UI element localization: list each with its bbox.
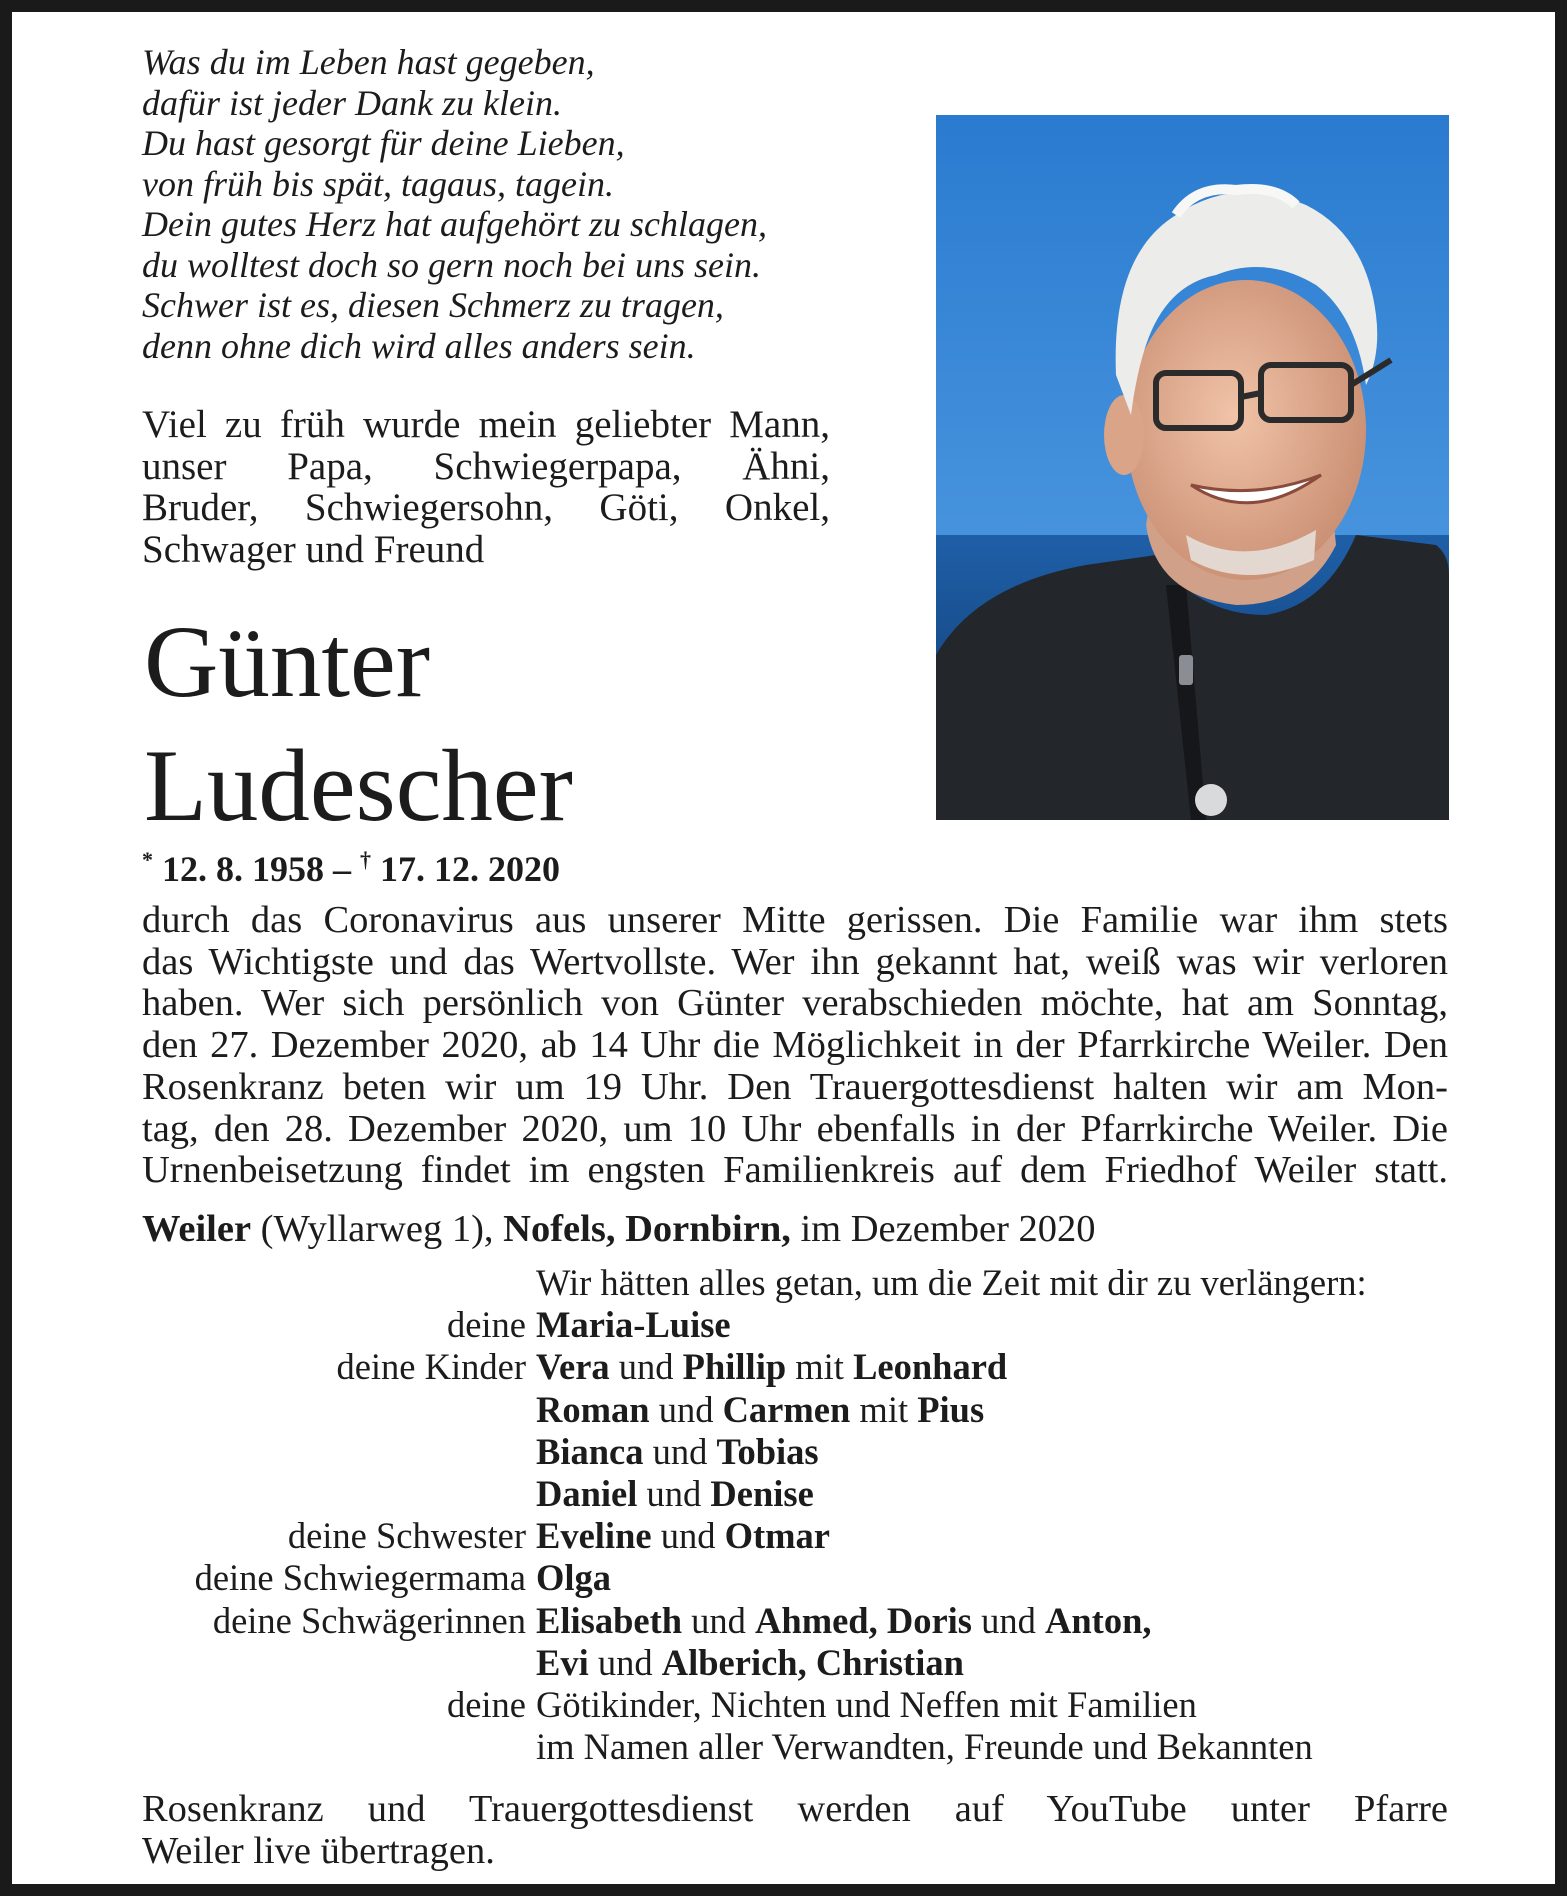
poem-line: denn ohne dich wird alles anders sein. bbox=[142, 325, 696, 366]
birth-date: 12. 8. 1958 bbox=[162, 849, 324, 889]
mourner-name: Vera bbox=[536, 1346, 610, 1388]
mourner-connector: und bbox=[637, 1473, 711, 1515]
portrait-photo bbox=[936, 115, 1449, 820]
mourner-name: Carmen bbox=[722, 1388, 851, 1430]
mourner-name: Phillip bbox=[682, 1346, 787, 1388]
mourner-row bbox=[142, 1473, 1472, 1515]
mourner-row bbox=[142, 1726, 1472, 1768]
mourner-relation bbox=[142, 1473, 536, 1515]
mourner-name: Eveline bbox=[536, 1515, 652, 1557]
birth-symbol: * bbox=[142, 847, 153, 872]
mourner-name: Olga bbox=[536, 1557, 612, 1599]
mourner-row bbox=[142, 1304, 1472, 1346]
mourner-name: Elisabeth bbox=[536, 1599, 683, 1641]
mourner-names bbox=[536, 1600, 1472, 1642]
mourner-relation bbox=[142, 1431, 536, 1473]
mourners-list bbox=[142, 1262, 1472, 1768]
poem-line: Schwer ist es, diesen Schmerz zu tragen, bbox=[142, 285, 724, 325]
place-and-date bbox=[142, 1208, 1096, 1250]
life-dates bbox=[142, 838, 560, 891]
mourner-row bbox=[142, 1600, 1472, 1642]
intro-line: unser Papa, Schwiegerpapa, Ähni, bbox=[142, 444, 830, 488]
mourner-relation: deine Kinder bbox=[336, 1346, 526, 1388]
mourners-intro-row bbox=[142, 1262, 1472, 1304]
mourner-connector: mit bbox=[850, 1388, 918, 1430]
place-address: (Wyllarweg 1), bbox=[251, 1208, 504, 1250]
mourner-row bbox=[142, 1557, 1472, 1599]
mourner-names bbox=[536, 1515, 1472, 1557]
footer-line: Rosenkranz und Trauergottesdienst werden auf YouTube unter Pfarre bbox=[142, 1788, 1448, 1830]
body-line: haben. Wer sich persönlich von Günter verabschieden möchte, hat am Sonntag, bbox=[142, 982, 1448, 1025]
mourner-connector: mit bbox=[786, 1346, 854, 1388]
first-name: Günter bbox=[144, 605, 431, 719]
mourner-row bbox=[142, 1642, 1472, 1684]
mourner-relation bbox=[142, 1726, 536, 1768]
mourner-row bbox=[142, 1431, 1472, 1473]
poem bbox=[142, 42, 902, 366]
death-date: 17. 12. 2020 bbox=[380, 849, 560, 889]
intro-line: Bruder, Schwiegersohn, Göti, Onkel, bbox=[142, 486, 830, 529]
mourner-names bbox=[536, 1431, 1472, 1473]
body-line: durch das Coronavirus aus unserer Mitte gerissen. Die Familie war ihm stets bbox=[142, 899, 1448, 941]
body-line: Urnenbeisetzung findet im engsten Familienkreis auf dem Friedhof Weiler statt. bbox=[142, 1149, 1448, 1192]
mourner-name: Denise bbox=[710, 1473, 814, 1515]
mourner-names bbox=[536, 1473, 1472, 1515]
mourner-row bbox=[142, 1346, 1472, 1388]
mourner-name: Ahmed, Doris bbox=[755, 1599, 973, 1641]
place-date: im Dezember 2020 bbox=[790, 1208, 1096, 1250]
mourner-names bbox=[536, 1557, 1472, 1599]
mourner-name: Otmar bbox=[724, 1515, 830, 1557]
mourner-name: Tobias bbox=[716, 1430, 819, 1472]
last-name: Ludescher bbox=[144, 729, 573, 843]
mourner-names bbox=[536, 1684, 1472, 1726]
mourner-connector: und bbox=[643, 1430, 717, 1472]
mourner-relation: deine bbox=[446, 1684, 526, 1726]
body-line: tag, den 28. Dezember 2020, um 10 Uhr ebenfalls in der Pfarrkirche Weiler. Die bbox=[142, 1107, 1448, 1150]
mourner-names bbox=[536, 1304, 1472, 1346]
mourner-relation: deine Schwiegermama bbox=[194, 1557, 526, 1599]
mourner-name: Bianca bbox=[536, 1430, 644, 1472]
mourner-relation: deine Schwester bbox=[287, 1515, 526, 1557]
body-text bbox=[142, 900, 1448, 1192]
mourner-names bbox=[536, 1642, 1472, 1684]
date-separator: – bbox=[333, 849, 351, 889]
mourner-connector: und bbox=[682, 1599, 756, 1641]
intro-line: Viel zu früh wurde mein geliebter Mann, bbox=[142, 403, 830, 446]
mourner-name: Roman bbox=[536, 1388, 650, 1430]
mourner-name: Maria-Luise bbox=[536, 1304, 731, 1346]
deceased-name bbox=[144, 600, 573, 848]
place-town: Weiler bbox=[142, 1208, 252, 1250]
mourner-row bbox=[142, 1684, 1472, 1726]
mourner-rows bbox=[142, 1304, 1472, 1768]
mourner-name: Alberich, Christian bbox=[661, 1641, 964, 1683]
mourner-name: Daniel bbox=[536, 1473, 638, 1515]
footer-line: Weiler live übertragen. bbox=[142, 1830, 495, 1872]
mourner-names bbox=[536, 1726, 1472, 1768]
poem-line: Was du im Leben hast gegeben, bbox=[142, 42, 595, 82]
mourner-name: Anton, bbox=[1045, 1599, 1152, 1641]
mourner-connector: Götikinder, Nichten und Neffen mit Familien bbox=[536, 1684, 1197, 1726]
mourner-names bbox=[536, 1346, 1472, 1388]
mourner-connector: und bbox=[651, 1515, 725, 1557]
mourner-relation bbox=[142, 1642, 536, 1684]
body-line: Rosenkranz beten wir um 19 Uhr. Den Trauergottesdienst halten wir am Mon- bbox=[142, 1065, 1448, 1108]
place-towns: Nofels, Dornbirn, bbox=[503, 1208, 791, 1250]
mourner-connector: und bbox=[588, 1641, 662, 1683]
poem-line: Du hast gesorgt für deine Lieben, bbox=[142, 123, 625, 163]
mourner-connector: und bbox=[609, 1346, 683, 1388]
mourner-relation: deine Schwägerinnen bbox=[212, 1599, 526, 1641]
mourner-relation: deine bbox=[446, 1304, 526, 1346]
mourner-names bbox=[536, 1389, 1472, 1431]
mourners-intro: Wir hätten alles getan, um die Zeit mit dir zu verlängern: bbox=[536, 1262, 1367, 1303]
intro-line: Schwager und Freund bbox=[142, 527, 485, 571]
death-symbol: † bbox=[360, 847, 371, 872]
mourner-name: Leonhard bbox=[853, 1346, 1008, 1388]
footer-note bbox=[142, 1788, 1448, 1872]
intro-text bbox=[142, 404, 830, 570]
mourner-name: Evi bbox=[536, 1641, 589, 1683]
mourner-name: Pius bbox=[917, 1388, 985, 1430]
poem-line: von früh bis spät, tagaus, tagein. bbox=[142, 163, 615, 204]
body-line: das Wichtigste und das Wertvollste. Wer ihn gekannt hat, weiß was wir verloren bbox=[142, 940, 1448, 983]
mourner-row bbox=[142, 1389, 1472, 1431]
poem-line: dafür ist jeder Dank zu klein. bbox=[142, 82, 562, 123]
poem-line: Dein gutes Herz hat aufgehört zu schlagen, bbox=[142, 204, 767, 244]
mourner-connector: im Namen aller Verwandten, Freunde und Bekannten bbox=[536, 1726, 1313, 1768]
body-line: den 27. Dezember 2020, ab 14 Uhr die Möglichkeit in der Pfarrkirche Weiler. Den bbox=[142, 1024, 1448, 1067]
poem-line: du wolltest doch so gern noch bei uns sein. bbox=[142, 244, 761, 285]
mourner-row bbox=[142, 1515, 1472, 1557]
portrait-photo-icon bbox=[936, 115, 1449, 820]
mourner-relation bbox=[142, 1389, 536, 1431]
mourner-connector: und bbox=[972, 1599, 1046, 1641]
mourner-connector: und bbox=[649, 1388, 723, 1430]
